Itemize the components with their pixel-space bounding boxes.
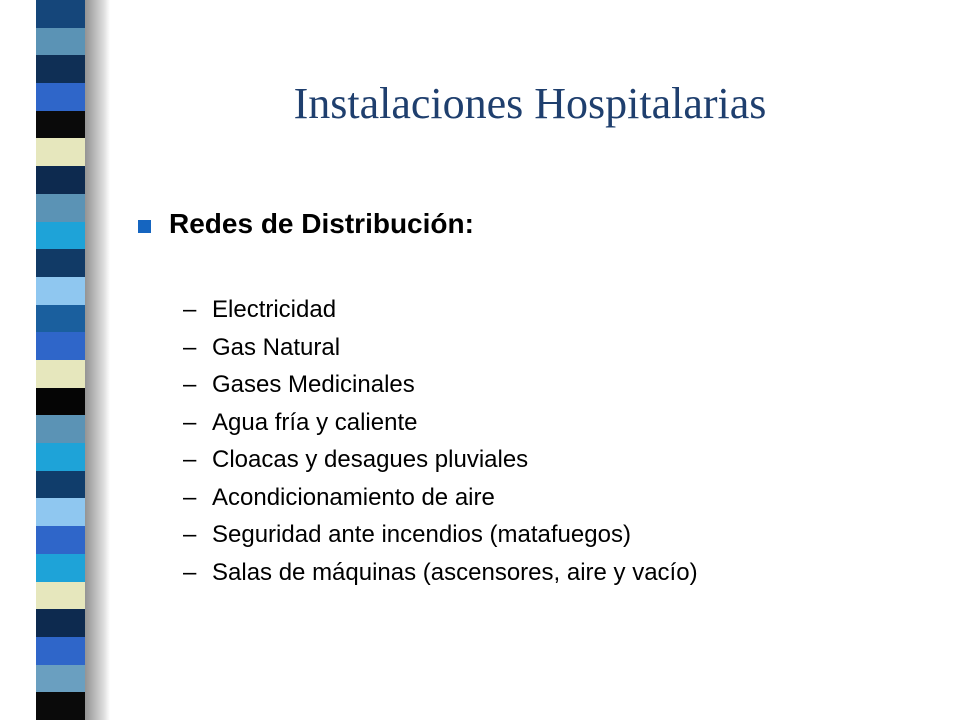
list-item-label: Electricidad xyxy=(212,296,337,323)
decorative-stripe xyxy=(36,609,85,637)
decorative-stripe xyxy=(36,692,85,720)
decorative-stripe xyxy=(36,55,85,83)
list-item xyxy=(183,409,698,447)
decorative-stripe xyxy=(36,582,85,610)
decorative-stripe xyxy=(36,0,85,28)
dash-marker: – xyxy=(183,558,197,586)
list-item xyxy=(183,446,698,484)
list-item xyxy=(183,371,698,409)
dash-marker: – xyxy=(183,333,197,361)
decorative-stripe xyxy=(36,360,85,388)
decorative-stripe xyxy=(36,111,85,139)
decorative-stripe xyxy=(36,471,85,499)
decorative-stripe xyxy=(36,305,85,333)
list-item-label: Salas de máquinas (ascensores, aire y vacío) xyxy=(212,558,698,586)
list-item xyxy=(183,296,698,334)
decorative-stripe xyxy=(36,388,85,416)
stripe-left-white xyxy=(0,0,36,720)
list-item-label: Cloacas y desagues pluviales xyxy=(212,446,529,473)
list-item-label: Acondicionamiento de aire xyxy=(212,483,495,511)
decorative-stripe xyxy=(36,222,85,250)
decorative-stripe xyxy=(36,637,85,665)
sub-bullet-list xyxy=(183,296,698,596)
decorative-stripe-band xyxy=(0,0,110,720)
list-item xyxy=(183,521,698,559)
decorative-stripe xyxy=(36,554,85,582)
decorative-stripe xyxy=(36,277,85,305)
decorative-stripe xyxy=(36,249,85,277)
decorative-stripe xyxy=(36,415,85,443)
dash-marker: – xyxy=(183,446,197,473)
list-item xyxy=(183,484,698,522)
decorative-stripe xyxy=(36,166,85,194)
decorative-stripe xyxy=(36,194,85,222)
square-bullet-icon xyxy=(138,220,151,233)
list-item-label: Gases Medicinales xyxy=(212,371,415,398)
decorative-stripe xyxy=(36,443,85,471)
decorative-stripe xyxy=(36,83,85,111)
main-bullet xyxy=(138,208,474,240)
list-item xyxy=(183,559,698,597)
dash-marker: – xyxy=(183,296,197,323)
decorative-stripe xyxy=(36,526,85,554)
dash-marker: – xyxy=(183,408,197,436)
decorative-stripe xyxy=(36,138,85,166)
decorative-stripe xyxy=(36,665,85,693)
decorative-stripe xyxy=(36,28,85,56)
list-item xyxy=(183,334,698,372)
dash-marker: – xyxy=(183,521,197,548)
slide-title: Instalaciones Hospitalarias xyxy=(293,79,767,128)
dash-marker: – xyxy=(183,483,197,511)
list-item-label: Gas Natural xyxy=(212,333,341,361)
decorative-stripe xyxy=(36,498,85,526)
decorative-stripe xyxy=(36,332,85,360)
list-item-label: Agua fría y caliente xyxy=(212,408,418,436)
dash-marker: – xyxy=(183,371,197,398)
bullet-heading: Redes de Distribución: xyxy=(169,208,474,239)
list-item-label: Seguridad ante incendios (matafuegos) xyxy=(212,521,631,548)
stripe-column xyxy=(0,0,85,720)
